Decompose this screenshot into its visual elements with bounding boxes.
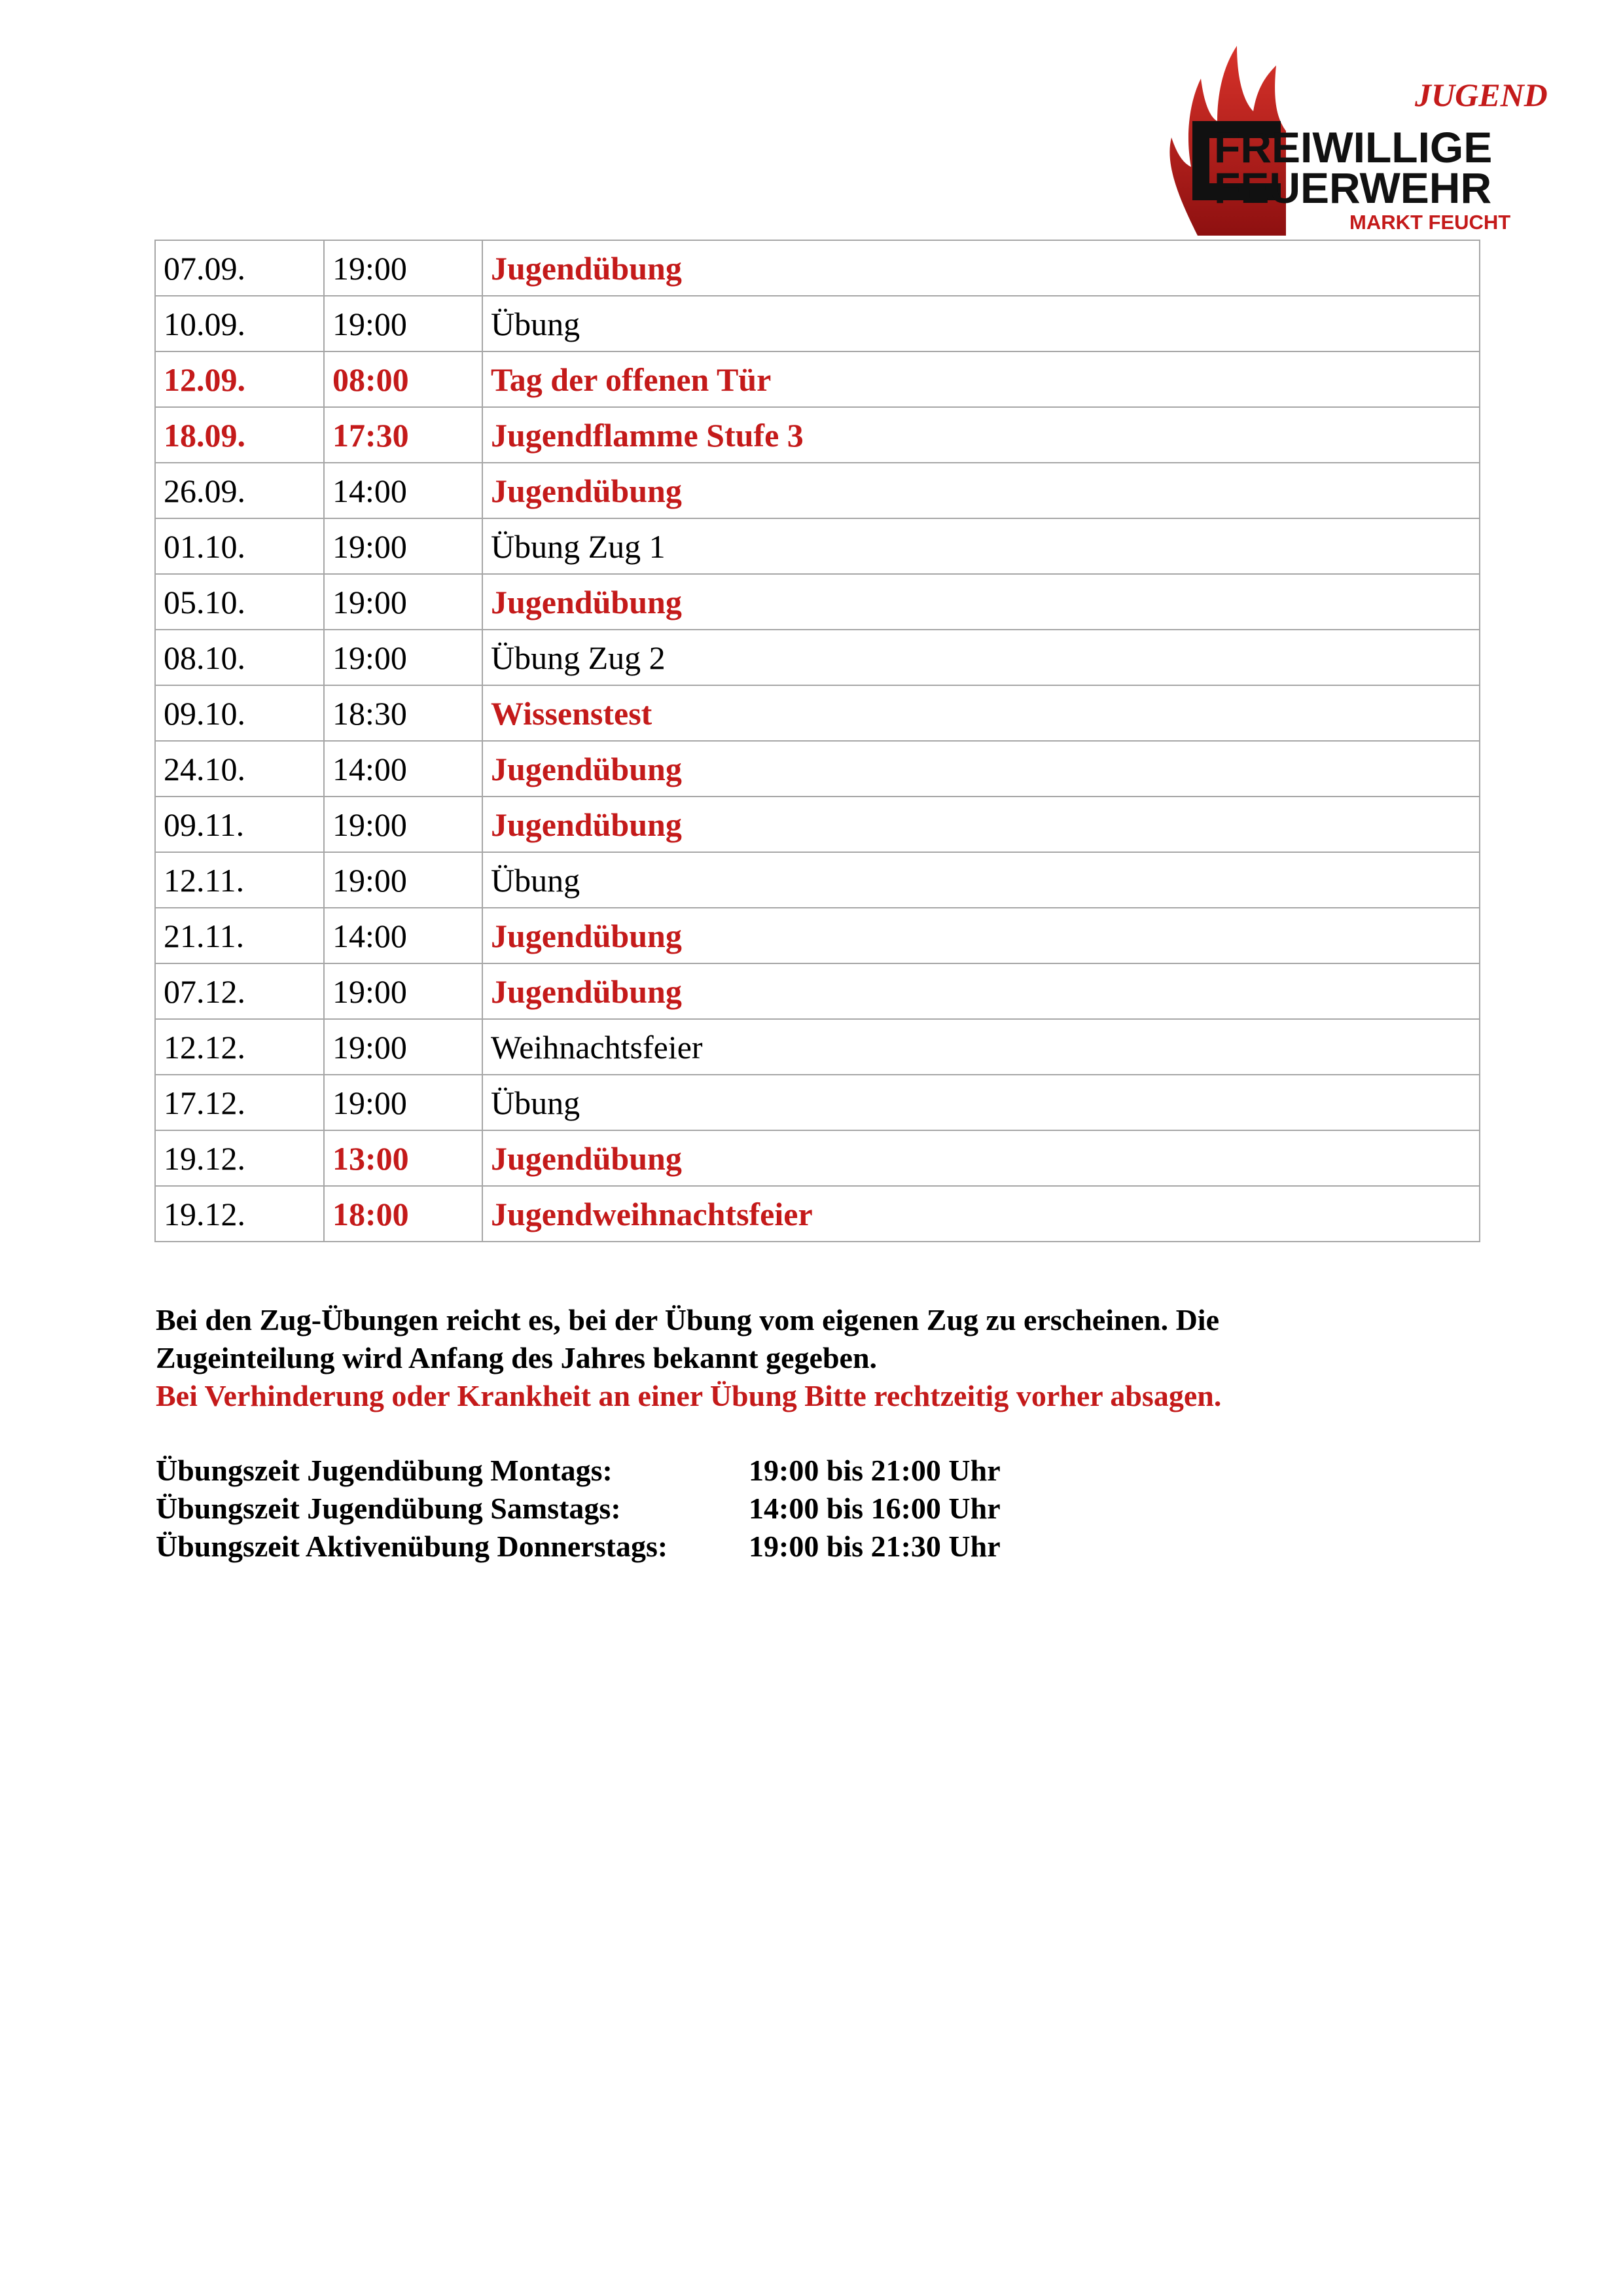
table-row [155,407,1480,463]
schedule-body [155,240,1480,1242]
event-cell: Übung [482,1075,1480,1130]
table-row [155,630,1480,685]
time-cell: 19:00 [324,518,482,574]
time-cell: 14:00 [324,463,482,518]
table-row [155,963,1480,1019]
date-cell: 08.10. [155,630,324,685]
table-row [155,908,1480,963]
time-cell: 13:00 [324,1130,482,1186]
table-row [155,1019,1480,1075]
table-row [155,240,1480,296]
time-cell: 19:00 [324,296,482,351]
logo-line1: FREIWILLIGE [1214,123,1493,171]
table-row [155,296,1480,351]
time-cell: 14:00 [324,908,482,963]
table-row [155,1075,1480,1130]
date-cell: 10.09. [155,296,324,351]
date-cell: 12.11. [155,852,324,908]
event-cell: Übung [482,296,1480,351]
date-cell: 26.09. [155,463,324,518]
fire-brigade-logo [1152,39,1603,242]
table-row [155,463,1480,518]
date-cell: 01.10. [155,518,324,574]
time-cell: 19:00 [324,574,482,630]
event-cell: Übung Zug 2 [482,630,1480,685]
date-cell: 17.12. [155,1075,324,1130]
date-cell: 19.12. [155,1130,324,1186]
event-cell: Jugendübung [482,908,1480,963]
date-cell: 09.10. [155,685,324,741]
notes-line1: Bei den Zug-Übungen reicht es, bei der Übung vom eigenen Zug zu erscheinen. Die [156,1303,1219,1336]
table-row [155,574,1480,630]
time-cell: 19:00 [324,963,482,1019]
table-row [155,685,1480,741]
practice-time-value: 19:00 bis 21:30 Uhr [749,1530,1001,1563]
event-cell: Jugendübung [482,1130,1480,1186]
practice-time-value: 14:00 bis 16:00 Uhr [749,1492,1001,1525]
notes-line2: Zugeinteilung wird Anfang des Jahres bekannt gegeben. [156,1341,878,1374]
event-cell: Jugendübung [482,797,1480,852]
time-cell: 18:00 [324,1186,482,1242]
logo-line2: FEUERWEHR [1214,164,1492,212]
date-cell: 07.12. [155,963,324,1019]
date-cell: 24.10. [155,741,324,797]
logo-badge: JUGEND [1415,77,1548,113]
event-cell: Jugendübung [482,963,1480,1019]
event-cell: Wissenstest [482,685,1480,741]
practice-times [156,1452,1001,1566]
event-cell: Übung Zug 1 [482,518,1480,574]
event-cell: Jugendweihnachtsfeier [482,1186,1480,1242]
time-cell: 19:00 [324,852,482,908]
date-cell: 12.09. [155,351,324,407]
logo-bar-left [1192,121,1209,183]
event-cell: Jugendübung [482,741,1480,797]
date-cell: 12.12. [155,1019,324,1075]
time-cell: 19:00 [324,797,482,852]
practice-time-value: 19:00 bis 21:00 Uhr [749,1454,1001,1487]
practice-time-row [156,1528,1001,1566]
table-row [155,1130,1480,1186]
table-row [155,797,1480,852]
time-cell: 19:00 [324,1075,482,1130]
time-cell: 17:30 [324,407,482,463]
event-cell: Jugendübung [482,574,1480,630]
notes-warning: Bei Verhinderung oder Krankheit an einer Übung Bitte rechtzeitig vorher absagen. [156,1379,1222,1412]
date-cell: 07.09. [155,240,324,296]
time-cell: 14:00 [324,741,482,797]
event-cell: Jugendübung [482,463,1480,518]
time-cell: 18:30 [324,685,482,741]
practice-time-label: Übungszeit Jugendübung Samstags: [156,1492,621,1525]
event-cell: Tag der offenen Tür [482,351,1480,407]
practice-time-row [156,1452,1001,1490]
notes-block [156,1301,1221,1415]
table-row [155,351,1480,407]
date-cell: 18.09. [155,407,324,463]
date-cell: 05.10. [155,574,324,630]
event-cell: Jugendübung [482,240,1480,296]
table-row [155,1186,1480,1242]
table-row [155,852,1480,908]
table-row [155,518,1480,574]
time-cell: 08:00 [324,351,482,407]
time-cell: 19:00 [324,630,482,685]
practice-time-row [156,1490,1001,1528]
event-cell: Übung [482,852,1480,908]
time-cell: 19:00 [324,1019,482,1075]
date-cell: 19.12. [155,1186,324,1242]
time-cell: 19:00 [324,240,482,296]
event-cell: Weihnachtsfeier [482,1019,1480,1075]
practice-time-label: Übungszeit Jugendübung Montags: [156,1454,613,1487]
event-cell: Jugendflamme Stufe 3 [482,407,1480,463]
practice-time-label: Übungszeit Aktivenübung Donnerstags: [156,1530,668,1563]
schedule-table [154,240,1480,1242]
date-cell: 21.11. [155,908,324,963]
logo-line3: MARKT FEUCHT [1349,211,1511,234]
flame-logo-icon [1152,39,1603,242]
table-row [155,741,1480,797]
date-cell: 09.11. [155,797,324,852]
